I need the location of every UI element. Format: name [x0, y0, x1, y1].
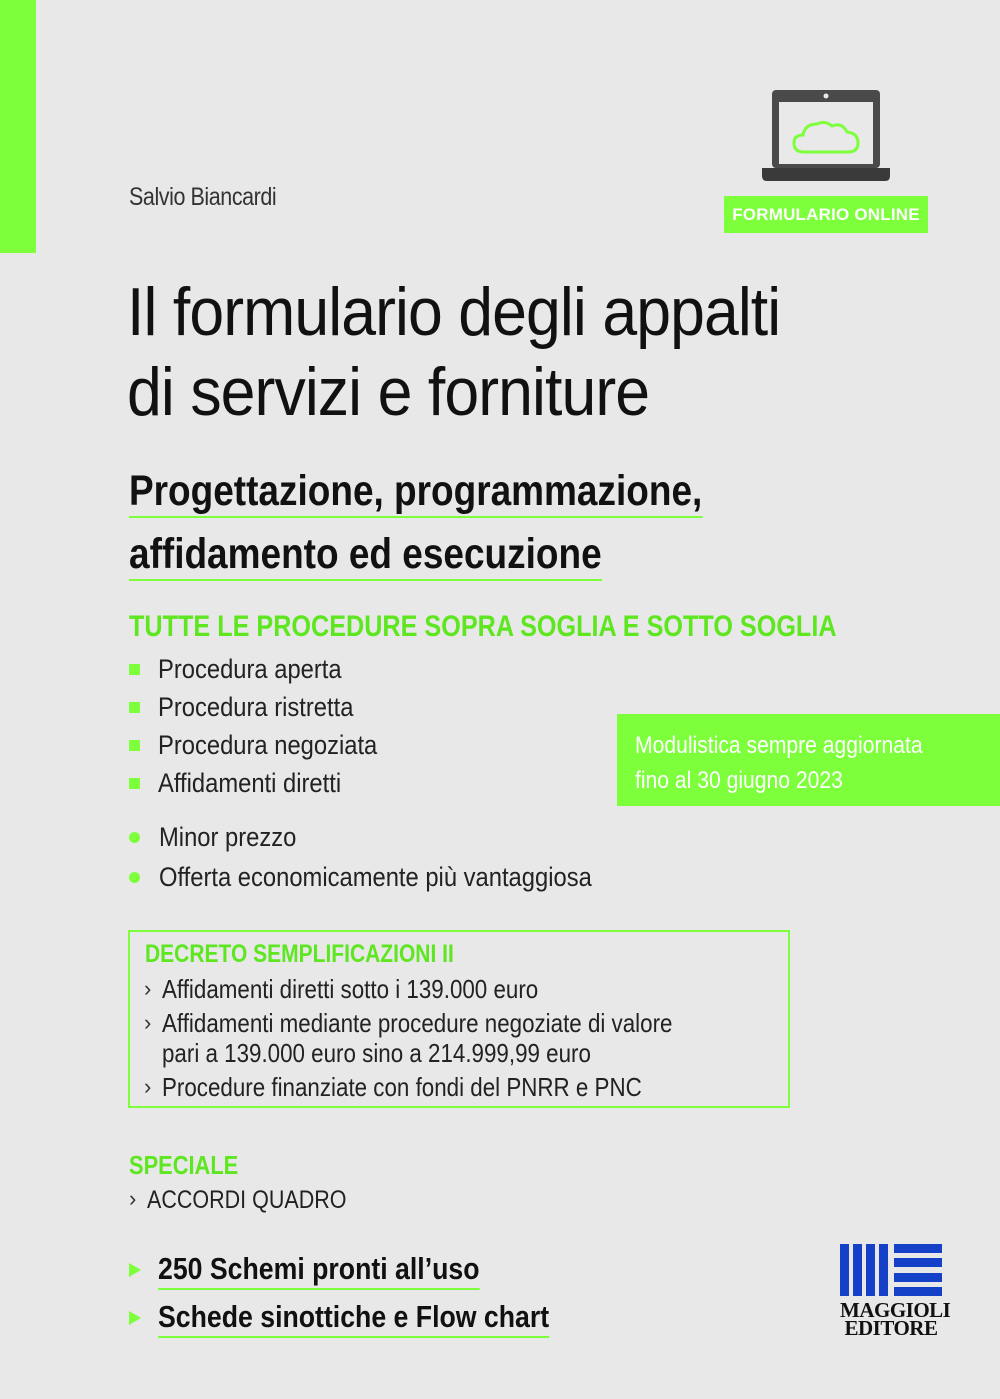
update-box — [617, 714, 1000, 806]
chevron-right-icon: › — [144, 1010, 152, 1035]
update-line: Modulistica sempre aggiornata — [635, 732, 923, 759]
triangle-bullet-icon — [129, 1263, 141, 1277]
square-bullet-icon — [129, 740, 140, 751]
publisher-logo — [840, 1244, 951, 1340]
list-item: Procedura ristretta — [129, 688, 407, 726]
dot-bullet-icon — [129, 872, 140, 883]
list-item: Affidamenti diretti — [129, 764, 407, 802]
book-subtitle — [129, 461, 869, 587]
procedures-heading: TUTTE LE PROCEDURE SOPRA SOGLIA E SOTTO SOGLIA — [129, 610, 837, 643]
title-line: di servizi e forniture — [127, 354, 650, 430]
feature-item: Schede sinottiche e Flow chart — [129, 1298, 613, 1338]
list-item: Procedura negoziata — [129, 726, 407, 764]
triangle-bullet-icon — [129, 1311, 141, 1325]
list-item: Minor prezzo — [129, 817, 651, 857]
criteria-list — [129, 817, 651, 897]
decreto-box — [128, 930, 790, 1108]
square-bullet-icon — [129, 778, 140, 789]
dot-bullet-icon — [129, 832, 140, 843]
list-item: Offerta economicamente più vantaggiosa — [129, 857, 651, 897]
subtitle-line: Progettazione, programmazione, — [129, 466, 702, 518]
list-item: › Affidamenti diretti sotto i 139.000 euro — [144, 974, 539, 1004]
laptop-cloud-icon — [762, 88, 890, 184]
decreto-list — [144, 974, 756, 1106]
chevron-right-icon: › — [129, 1186, 137, 1211]
author-name: Salvio Biancardi — [129, 183, 277, 211]
maggioli-logo-icon — [840, 1244, 942, 1296]
speciale-title: SPECIALE — [129, 1150, 239, 1180]
update-line: fino al 30 giugno 2023 — [635, 767, 843, 794]
list-item: › Procedure finanziate con fondi del PNRR e PNC — [144, 1072, 642, 1102]
green-side-stripe — [0, 0, 36, 253]
subtitle-line: affidamento ed esecuzione — [129, 529, 602, 581]
chevron-right-icon: › — [144, 976, 152, 1001]
square-bullet-icon — [129, 664, 140, 675]
square-bullet-icon — [129, 702, 140, 713]
chevron-right-icon: › — [144, 1074, 152, 1099]
title-line: Il formulario degli appalti — [127, 274, 781, 350]
list-item: › Affidamenti mediante procedure negoziate di valore pari a 139.000 euro sino a 214.999,99 euro — [144, 1008, 673, 1068]
feature-item: 250 Schemi pronti all’uso — [129, 1250, 532, 1290]
online-form-badge: FORMULARIO ONLINE — [724, 196, 928, 233]
list-item: Procedura aperta — [129, 650, 407, 688]
speciale-item: › ACCORDI QUADRO — [129, 1186, 347, 1214]
publisher-name: MAGGIOLI EDITORE — [840, 1298, 951, 1340]
decreto-title: DECRETO SEMPLIFICAZIONI II — [145, 940, 454, 968]
procedures-list — [129, 650, 407, 802]
book-title — [127, 272, 918, 432]
